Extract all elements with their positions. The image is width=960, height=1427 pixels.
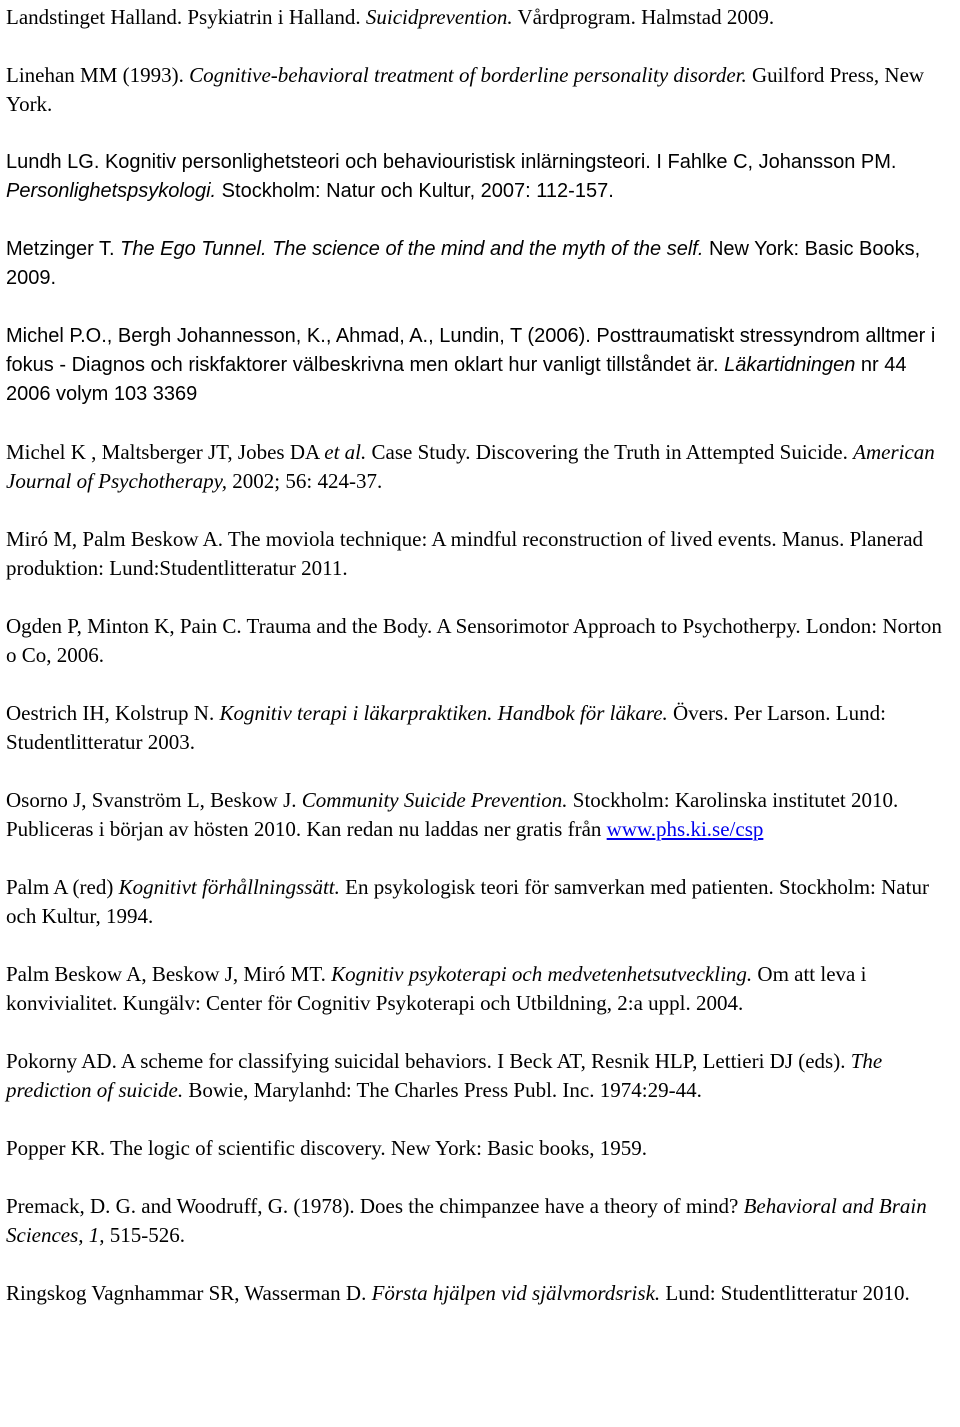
reference-text: Stockholm: Natur och Kultur, 2007: 112-157. — [216, 180, 614, 202]
reference-text: Guilford Press, New York. — [6, 63, 925, 116]
reference-text: Lundh LG. Kognitiv personlighetsteori och behaviouristisk inlärningsteori. I Fahlke C, Johansson PM. — [6, 151, 897, 173]
reference-text: 515-526. — [104, 1223, 186, 1247]
reference-text: Ogden P, Minton K, Pain C. Trauma and the Body. A Sensorimotor Approach to Psychotherpy. London: Norton o Co, 2006. — [6, 614, 942, 667]
reference-text: Vårdprogram. Halmstad 2009. — [512, 5, 775, 29]
reference-text: Palm Beskow A, Beskow J, Miró MT. — [6, 962, 332, 986]
reference-entry — [6, 960, 954, 1018]
reference-list — [6, 3, 954, 1337]
reference-text: Bowie, Marylanhd: The Charles Press Publ. Inc. 1974:29-44. — [183, 1078, 702, 1102]
reference-text: New York: Basic Books, 2009. — [6, 238, 921, 289]
reference-text: Michel K , Maltsberger JT, Jobes DA — [6, 440, 325, 464]
reference-text: Michel P.O., Bergh Johannesson, K., Ahmad, A., Lundin, T (2006). Posttraumatiskt stressyndrom alltmer i fokus - Diagnos och riskfaktorer välbeskrivna men oklart hur vanligt tillståndet är. — [6, 325, 936, 376]
reference-text: En psykologisk teori för samverkan med patienten. Stockholm: Natur och Kultur, 1994. — [6, 875, 929, 928]
reference-entry — [6, 786, 954, 844]
reference-text: Oestrich IH, Kolstrup N. — [6, 701, 220, 725]
reference-title: et al. — [324, 440, 367, 464]
reference-title: The Ego Tunnel. The science of the mind and the myth of the self. — [120, 238, 704, 260]
reference-title: Community Suicide Prevention. — [301, 788, 568, 812]
reference-entry — [6, 525, 954, 583]
reference-text: Övers. Per Larson. Lund: Studentlitteratur 2003. — [6, 701, 886, 754]
reference-entry — [6, 61, 954, 119]
reference-text: Linehan MM (1993). — [6, 63, 190, 87]
reference-title: Behavioral and Brain Sciences, 1, — [6, 1194, 927, 1247]
reference-entry — [6, 873, 954, 931]
reference-entry — [6, 1047, 954, 1105]
reference-text: Miró M, Palm Beskow A. The moviola technique: A mindful reconstruction of lived events. Manus. Planerad produktion: Lund:Studentlitteratur 2011. — [6, 527, 924, 580]
reference-entry — [6, 438, 954, 496]
reference-entry — [6, 1134, 954, 1163]
reference-text: Case Study. Discovering the Truth in Attempted Suicide. — [366, 440, 854, 464]
reference-title: Suicidprevention. — [365, 5, 513, 29]
reference-entry — [6, 235, 954, 293]
reference-text: Pokorny AD. A scheme for classifying suicidal behaviors. I Beck AT, Resnik HLP, Lettieri DJ (eds). — [6, 1049, 851, 1073]
reference-entry — [6, 699, 954, 757]
reference-text: Ringskog Vagnhammar SR, Wasserman D. — [6, 1281, 372, 1305]
reference-title: Cognitive-behavioral treatment of borderline personality disorder. — [189, 63, 747, 87]
reference-text: Lund: Studentlitteratur 2010. — [660, 1281, 910, 1305]
reference-entry — [6, 1279, 954, 1308]
reference-text: Popper KR. The logic of scientific discovery. New York: Basic books, 1959. — [6, 1136, 648, 1160]
reference-title: Kognitivt förhållningssätt. — [118, 875, 340, 899]
reference-text: nr 44 2006 volym 103 3369 — [6, 354, 907, 405]
reference-link[interactable]: www.phs.ki.se/csp — [606, 817, 764, 841]
reference-text: Palm A (red) — [6, 875, 119, 899]
reference-title: Personlighetspsykologi. — [6, 180, 217, 202]
reference-text: Landstinget Halland. Psykiatrin i Halland. — [6, 5, 366, 29]
reference-text: Stockholm: Karolinska institutet 2010. Publiceras i början av hösten 2010. Kan redan nu laddas ner gratis från — [6, 788, 899, 841]
reference-title: Första hjälpen vid självmordsrisk. — [371, 1281, 661, 1305]
reference-text: Premack, D. G. and Woodruff, G. (1978). Does the chimpanzee have a theory of mind? — [6, 1194, 744, 1218]
reference-text: Om att leva i konvivialitet. Kungälv: Center för Cognitiv Psykoterapi och Utbildning, 2:a uppl. 2004. — [6, 962, 867, 1015]
reference-title: Läkartidningen — [724, 354, 856, 376]
reference-entry — [6, 1192, 954, 1250]
reference-entry — [6, 3, 954, 32]
reference-title: The prediction of suicide. — [6, 1049, 883, 1102]
reference-entry — [6, 148, 954, 206]
reference-text: 2002; 56: 424-37. — [227, 469, 383, 493]
reference-entry — [6, 322, 954, 409]
reference-text: Osorno J, Svanström L, Beskow J. — [6, 788, 302, 812]
reference-title: Kognitiv psykoterapi och medvetenhetsutveckling. — [331, 962, 753, 986]
reference-text: Metzinger T. — [6, 238, 121, 260]
reference-title: American Journal of Psychotherapy, — [6, 440, 935, 493]
reference-title: Kognitiv terapi i läkarpraktiken. Handbok för läkare. — [219, 701, 668, 725]
reference-entry — [6, 612, 954, 670]
